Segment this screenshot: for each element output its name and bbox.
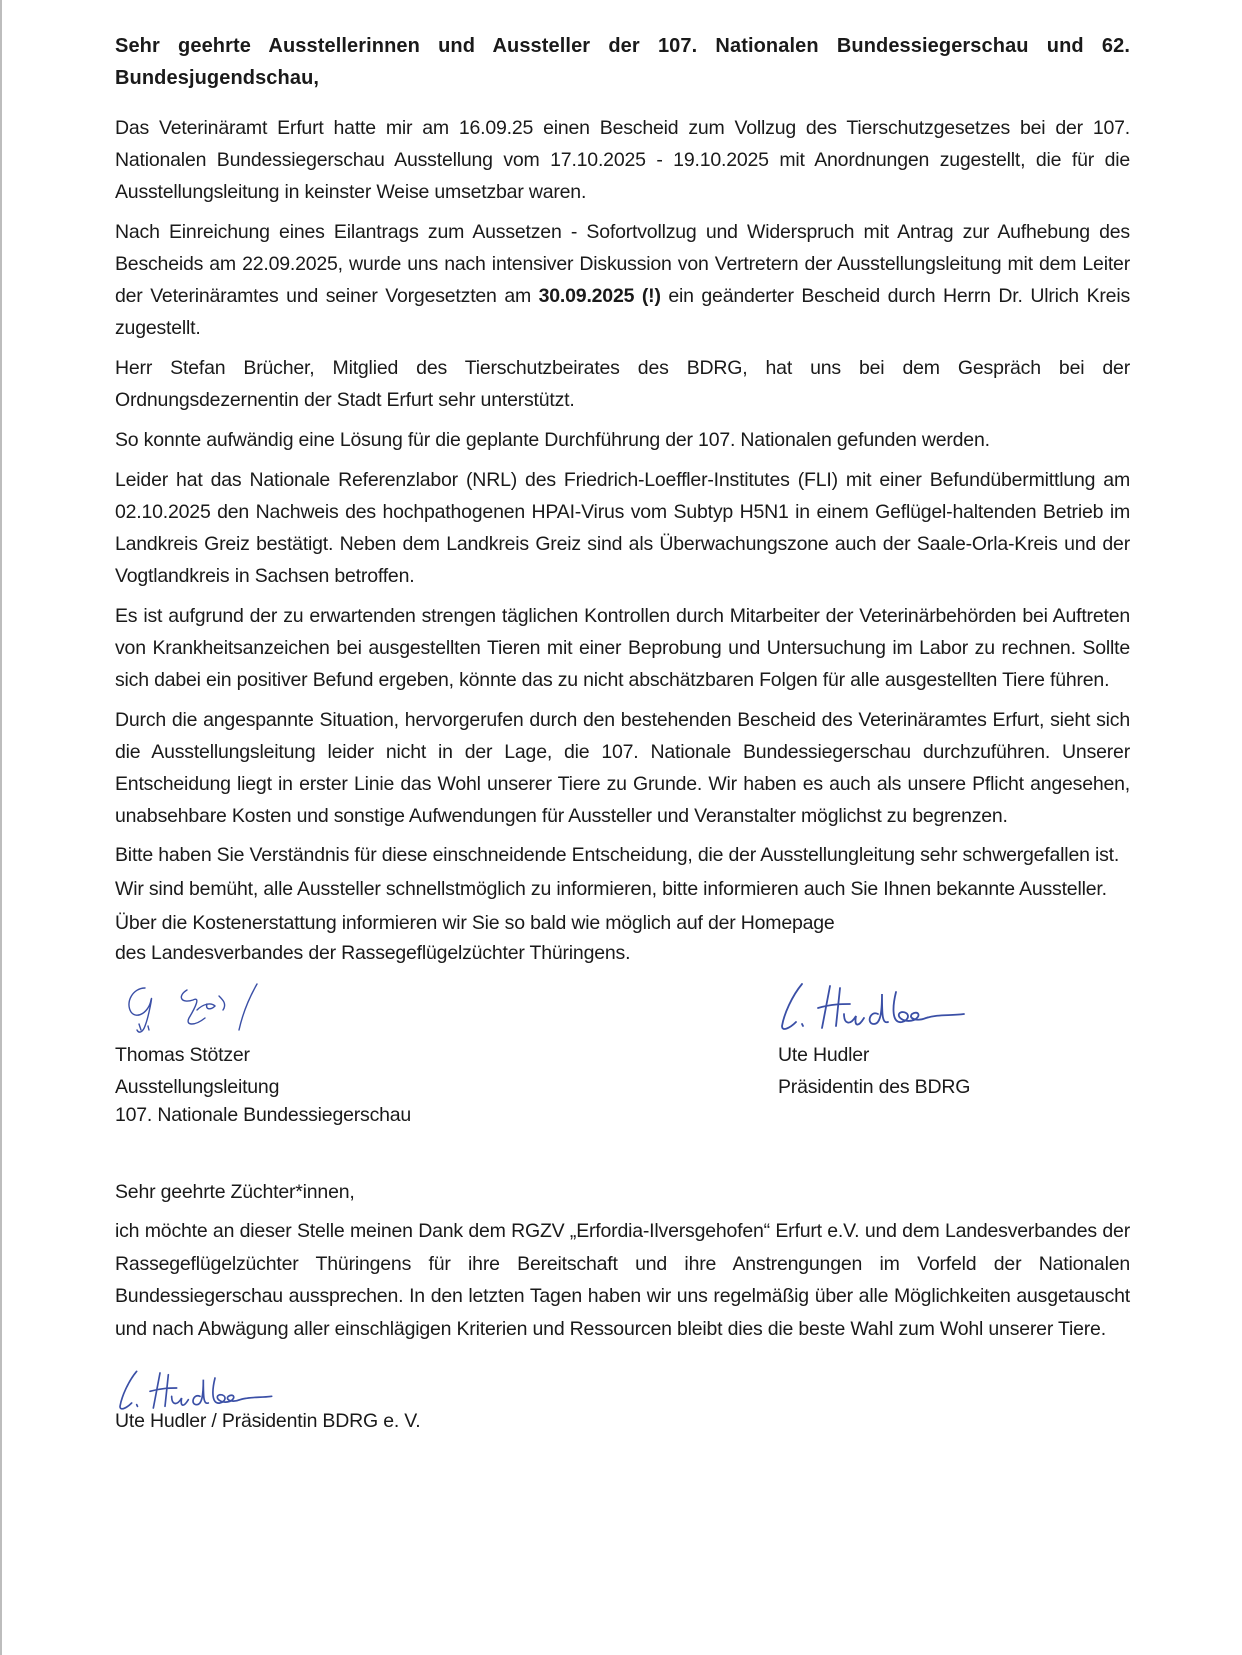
handwritten-signature-icon — [115, 1363, 285, 1413]
paragraph-6: Es ist aufgrund der zu erwartenden strengen täglichen Kontrollen durch Mitarbeiter der Veterinärbehörden bei Auftreten von Krankheitsanzeichen bei ausgestellten Tieren mit einer Beprobung und Untersuchung im Labor zu rechnen. Sollte sich dabei ein positiver Befund ergeben, könnte das zu nicht abschätzbaren Folgen für alle ausgestellten Tiere führen. — [115, 605, 1130, 691]
highlighted-date: 30.09.2025 (!) — [538, 285, 661, 307]
letter-document — [115, 30, 1130, 1433]
letter-salutation: Sehr geehrte Ausstellerinnen und Aussteller der 107. Nationalen Bundessiegerschau und 62. Bundesjugendschau, — [115, 35, 1130, 89]
paragraph-5: Leider hat das Nationale Referenzlabor (NRL) des Friedrich-Loeffler-Institutes (FLI) mit einer Befundübermittlung am 02.10.2025 den Nachweis des hochpathogenen HPAI-Virus vom Subtyp H5N1 in einem Geflügel-haltenden Betrieb im Landkreis Greiz bestätigt. Neben dem Landkreis Greiz sind als Überwachungszone auch der Saale-Orla-Kreis und der Vogtlandkreis in Sachsen betroffen. — [115, 469, 1130, 587]
paragraph-2 — [115, 216, 1130, 344]
final-signature-block — [115, 1363, 1130, 1433]
paragraph-3: Herr Stefan Brücher, Mitglied des Tierschutzbeirates des BDRG, hat uns bei dem Gespräch bei der Ordnungsdezernentin der Stadt Erfurt sehr unterstützt. — [115, 357, 1130, 411]
signature-hudler — [778, 974, 978, 1102]
page-edge — [0, 0, 2, 1655]
paragraph-9: Wir sind bemüht, alle Aussteller schnellstmöglich zu informieren, bitte informieren auch Sie Ihnen bekannte Aussteller. — [115, 878, 1107, 900]
addendum-body: ich möchte an dieser Stelle meinen Dank dem RGZV „Erfordia-Ilversgehofen“ Erfurt e.V. und dem Landesverbandes der Rassegeflügelzüchter Thüringens für ihre Bereitschaft und ihre Anstrengungen im Vorfeld der Nationalen Bundessiegerschau aussprechen. In den letzten Tagen haben wir uns regelmäßig über alle Möglichkeiten ausgetauscht und nach Abwägung aller einschlägigen Kriterien und Ressourcen bleibt dies die beste Wahl zum Wohl unserer Tiere. — [115, 1220, 1130, 1340]
signature-block — [115, 974, 1130, 1139]
signer-role-detail: 107. Nationale Bundessiegerschau — [115, 1104, 412, 1126]
paragraph-4: So konnte aufwändig eine Lösung für die geplante Durchführung der 107. Nationalen gefunden werden. — [115, 429, 990, 451]
handwritten-signature-icon — [778, 974, 978, 1036]
signer-name: Ute Hudler — [778, 1044, 870, 1066]
signature-stoetzer — [115, 974, 411, 1128]
paragraph-2-text: Nach Einreichung eines Eilantrags zum Aussetzen - Sofortvollzug und Widerspruch mit Antrag zur Aufhebung des Bescheids am 22.09.2025, wurde uns nach intensiver Diskussion von Vertretern der Ausstellungsleitung mit dem Leiter der Veterinäramtes und seiner Vorgesetzten am — [115, 221, 1130, 307]
signer-name: Thomas Stötzer — [115, 1044, 250, 1066]
paragraph-1: Das Veterinäramt Erfurt hatte mir am 16.09.25 einen Bescheid zum Vollzug des Tierschutzgesetzes bei der 107. Nationalen Bundessiegerschau Ausstellung vom 17.10.2025 - 19.10.2025 mit Anordnungen zugestellt, die für die Ausstellungsleitung in keinster Weise umsetzbar waren. — [115, 117, 1130, 203]
paragraph-10: Über die Kostenerstattung informieren wir Sie so bald wie möglich auf der Homepage — [115, 912, 835, 934]
paragraph-11: des Landesverbandes der Rassegeflügelzüchter Thüringens. — [115, 942, 631, 964]
signer-role: Ausstellungsleitung — [115, 1076, 280, 1098]
addendum-salutation: Sehr geehrte Züchter*innen, — [115, 1181, 355, 1203]
handwritten-signature-icon — [115, 974, 285, 1036]
paragraph-2-text-end: ein geänderter Bescheid durch Herrn Dr. Ulrich Kreis zugestellt. — [115, 285, 1131, 339]
signer-role: Präsidentin des BDRG — [778, 1076, 971, 1098]
paragraph-7: Durch die angespannte Situation, hervorgerufen durch den bestehenden Bescheid des Veterinäramtes Erfurt, sieht sich die Ausstellungsleitung leider nicht in der Lage, die 107. Nationale Bundessiegerschau durchzuführen. Unserer Entscheidung liegt in erster Linie das Wohl unserer Tiere zu Grunde. Wir haben es auch als unsere Pflicht angesehen, unabsehbare Kosten und sonstige Aufwendungen für Aussteller und Veranstalter möglichst zu begrenzen. — [115, 709, 1130, 827]
final-signoff: Ute Hudler / Präsidentin BDRG e. V. — [115, 1410, 421, 1432]
paragraph-8: Bitte haben Sie Verständnis für diese einschneidende Entscheidung, die der Ausstellungleitung sehr schwergefallen ist. — [115, 844, 1120, 866]
